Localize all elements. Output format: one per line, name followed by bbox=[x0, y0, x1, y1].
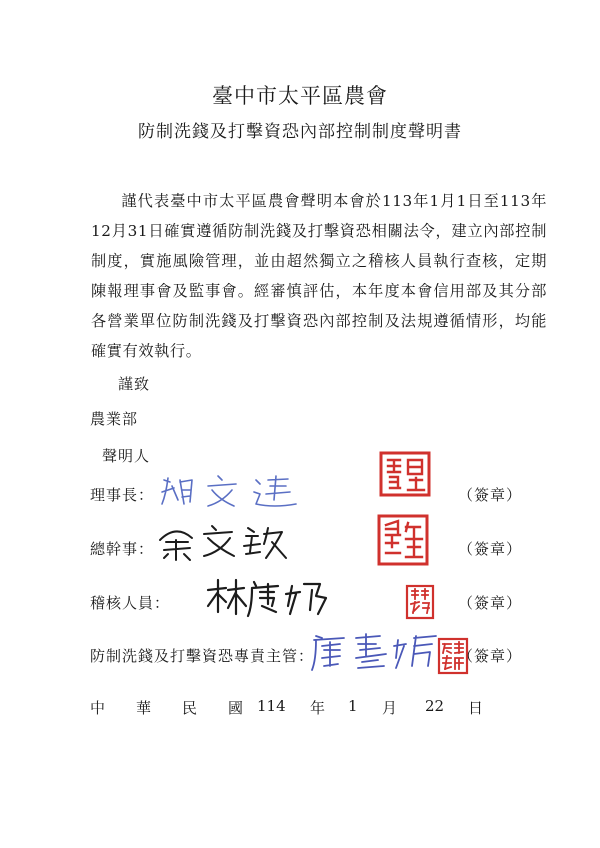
handwritten-signature-aml-officer bbox=[310, 630, 444, 674]
date-year: 114 bbox=[257, 697, 286, 715]
date-era-char: 民 bbox=[182, 699, 198, 717]
date-month: 1 bbox=[348, 697, 358, 715]
salutation: 謹致 bbox=[118, 375, 151, 393]
document-title: 防制洗錢及打擊資恐內部控制制度聲明書 bbox=[138, 122, 462, 142]
date-era-char: 華 bbox=[136, 699, 152, 717]
handwritten-signature-auditor bbox=[204, 576, 336, 618]
date-day: 22 bbox=[425, 697, 445, 715]
seal-stamp-general-manager bbox=[376, 513, 430, 567]
handwritten-signature-general-manager bbox=[156, 518, 296, 564]
date-era-char: 國 bbox=[228, 699, 244, 717]
organization-title: 臺中市太平區農會 bbox=[212, 84, 388, 108]
date-line bbox=[0, 697, 600, 721]
signature-note-aml-officer: （簽章） bbox=[458, 647, 523, 665]
signatory-label-aml-officer: 防制洗錢及打擊資恐專責主管： bbox=[90, 647, 315, 665]
signature-note-auditor: （簽章） bbox=[458, 594, 523, 612]
declaration-paragraph: 謹代表臺中市太平區農會聲明本會於113年1月1日至113年12月31日確實遵循防制洗錢及打擊資恐相關法令，建立內部控制制度，實施風險管理，並由超然獨立之稽核人員執行查核，定期陳報理事會及監事會。經審慎評估，本年度本會信用部及其分部各營業單位防制洗錢及打擊資恐內部控制及法規遵循情形，均能確實有效執行。 bbox=[91, 192, 547, 360]
signatory-label-chairman: 理事長： bbox=[90, 486, 155, 504]
signature-note-general-manager: （簽章） bbox=[458, 540, 523, 558]
recipient: 農業部 bbox=[90, 410, 139, 428]
declarant-label: 聲明人 bbox=[102, 447, 151, 465]
signatory-label-general-manager: 總幹事： bbox=[90, 540, 155, 558]
date-day-unit: 日 bbox=[468, 699, 484, 717]
handwritten-signature-chairman bbox=[156, 470, 306, 512]
date-year-unit: 年 bbox=[310, 699, 326, 717]
seal-stamp-chairman bbox=[378, 450, 432, 498]
signatory-label-auditor: 稽核人員： bbox=[90, 594, 171, 612]
seal-stamp-auditor bbox=[405, 584, 435, 620]
signature-note-chairman: （簽章） bbox=[458, 486, 523, 504]
date-era-char: 中 bbox=[90, 699, 106, 717]
date-month-unit: 月 bbox=[382, 699, 398, 717]
